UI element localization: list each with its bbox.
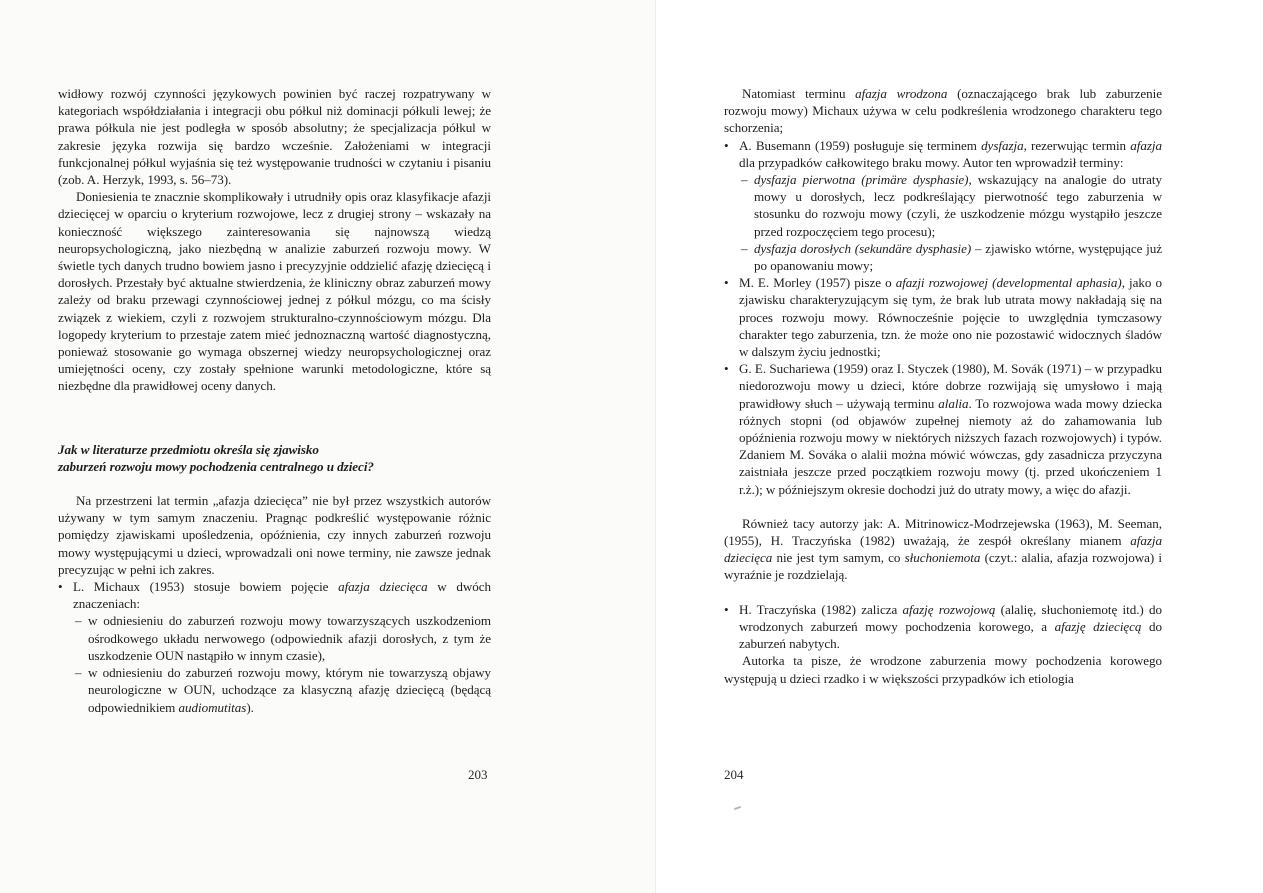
term-italic: dysfazja: [981, 137, 1024, 153]
right-bullet-list-2: [724, 601, 1162, 653]
right-paragraph-2: [724, 515, 1162, 584]
text-span: nie jest tym samym, co: [772, 550, 905, 566]
term-italic: audiomutitas: [178, 699, 247, 715]
right-text-column: [724, 85, 1162, 687]
text-span: Również tacy autorzy jak: A. Mitrinowicz-Modrzejewska (1963), M. Seeman, (1955), H. Traczyńska (1982) uważają, że zespół określany mianem: [724, 515, 1162, 549]
bullet-traczynska: [724, 601, 1162, 653]
text-span: ).: [246, 699, 254, 715]
right-page: [655, 0, 1263, 893]
text-span: G. E. Suchariewa (1959) oraz I. Styczek (1980), M. Sovák (1971) – w przypadku niedorozwoju mowy u dzieci, które dobrze rozwijają się umysłowo i mają prawidłowy słuch – używają terminu: [739, 361, 1162, 411]
bullet-suchariewa: [724, 360, 1162, 498]
bullet-michaux: [58, 578, 491, 716]
text-span: do zaburzeń nabytych.: [739, 618, 1162, 652]
text-span: – zjawisko wtórne, występujące już po opanowaniu mowy;: [754, 240, 1162, 274]
right-bullet-list: [724, 137, 1162, 498]
text-span: M. E. Morley (1957) pisze o: [739, 275, 896, 291]
term-italic: dysfazja dorosłych (sekundäre dysphasie): [754, 240, 972, 256]
text-span: . To rozwojowa wada mowy dziecka różnych stopni (od objawów zupełnej niemoty aż do zahamowania lub opóźnienia rozwoju mowy w niektórych niższych fazach rozwojowych) i typów. Zdaniem M. Sováka o alalii można mówić wówczas, gdy zasadnicza przyczyna zaistniała jeszcze przed początkiem rozwoju mowy (tj. przed ukończeniem 1 r.ż.); w późniejszym okresie dochodzi już do utraty mowy, a więc do afazji.: [739, 395, 1163, 497]
page-number-left: 203: [468, 767, 488, 782]
bullet-busemann: [724, 137, 1162, 275]
text-span: H. Traczyńska (1982) zalicza: [739, 601, 903, 617]
text-span: , jako o zjawisku charakteryzującym się tym, że brak lub utrata mowy nakładają się na proces rozwoju mowy. Równocześnie pojęcie to uwzględnia tymczasowy charakter tego zaburzenia, tzn. że może ono nie pozostawić widocznych śladów w dalszym życiu jednostki;: [739, 275, 1163, 360]
term-italic: afazję dziecięcą: [1054, 618, 1142, 634]
left-paragraph-1: widłowy rozwój czynności językowych powinien być raczej rozpatrywany w kategoriach współdziałania i integracji obu półkul niż dominacji półkuli lewej; że prawa półkula nie jest podległa w sposób absolutny; że specjalizacja półkul w zakresie języka rozwija się bardzo wcześnie. Założeniami w integracji funkcjonalnej półkul wyjaśnia się też występowanie trudności w czytaniu i pisaniu (zob. A. Herzyk, 1993, s. 56–73).: [58, 86, 491, 188]
right-paragraph-1: [724, 85, 1162, 137]
section-heading-line-1: Jak w literaturze przedmiotu określa się zjawisko: [58, 441, 319, 457]
dash-list: [739, 171, 1162, 274]
text-span: (alalię, słuchoniemotę itd.) do wrodzonych zaburzeń mowy pochodzenia korowego, a: [739, 601, 1163, 634]
term-italic: alalia: [938, 395, 969, 411]
text-span: w odniesieniu do zaburzeń rozwoju mowy, którym nie towarzyszą objawy neurologiczne w OUN, uchodzące za klasyczną afazję dziecięcą (będącą odpowiednikiem: [88, 665, 491, 715]
page-number-right: 204: [724, 767, 744, 782]
text-span: A. Busemann (1959) posługuje się terminem: [739, 137, 982, 153]
term-italic: afazja dziecięca: [724, 533, 1162, 566]
term-italic: afazji rozwojowej (developmental aphasia): [895, 275, 1122, 291]
left-paragraph-2: Doniesienia te znacznie skomplikowały i utrudniły opis oraz klasyfikacje afazji dziecięcej w oparciu o kryterium rozwojowe, lecz z drugiej strony – wskazały na konieczność większego zainteresowania się najnowszą wiedzą neuropsychologiczną, jako niezbędną w analizie zaburzeń rozwoju mowy. W świetle tych danych trudno bowiem jasno i precyzyjnie oddzielić afazję dziecięcą i dorosłych. Przestały być aktualne stwierdzenia, że kliniczny obraz zaburzeń mowy zależy od braku przewagi czynnościowej jednej z półkul mózgu, co ma ścisły związek z wiekiem, czyli z rozwojem strukturalno-czynnościowym mózgu. Dla logopedy kryterium to przestaje zatem mieć jednoznaczną wartość diagnostyczną, ponieważ stosowanie go wymaga obszernej wiedzy neuropsychologicznej oraz umiejętności oceny, czy zostały spełnione warunki metodologiczne, które są niezbędne dla prawidłowej oceny danych.: [58, 189, 491, 394]
section-heading-line-2: zaburzeń rozwoju mowy pochodzenia centralnego u dzieci?: [58, 458, 374, 474]
dash-item-1: – w odniesieniu do zaburzeń rozwoju mowy towarzyszących uszkodzeniom ośrodkowego układu nerwowego (odpowiednik afazji dorosłych, z tym że uszkodzenie OUN nastąpiło w innym czasie),: [73, 612, 491, 664]
term-italic: afazja wrodzona: [855, 86, 948, 101]
text-span: dla przypadków całkowitego braku mowy. Autor ten wprowadził terminy:: [739, 154, 1124, 170]
text-span: w dwóch znaczeniach:: [73, 579, 491, 612]
term-italic: afazja dziecięca: [338, 579, 428, 595]
scan-speck: [734, 806, 741, 810]
dash-item-2: [739, 240, 1162, 274]
text-span: (czyt.: alalia, afazja rozwojowa) i wyraźnie je rozdzielają.: [724, 550, 1162, 583]
left-text-column: [58, 85, 491, 716]
term-italic: afazja: [1130, 137, 1162, 153]
right-paragraph-3: Autorka ta pisze, że wrodzone zaburzenia mowy pochodzenia korowego występują u dzieci rzadko i w większości przypadków ich etiologia: [724, 653, 1162, 686]
text-span: Natomiast terminu: [742, 86, 856, 101]
bullet-morley: [724, 274, 1162, 360]
text-span: , rezerwując termin: [1023, 137, 1131, 153]
dash-item-1: [739, 171, 1162, 240]
text-span: L. Michaux (1953) stosuje bowiem pojęcie: [73, 579, 339, 595]
left-bullet-list: [58, 578, 491, 716]
dash-item-2: [73, 664, 491, 716]
text-span: (oznaczającego brak lub zaburzenie rozwoju mowy) Michaux używa w celu podkreślenia wrodzonego charakteru tego schorzenia;: [724, 86, 1162, 136]
text-span: , wskazujący na analogie do utraty mowy u dorosłych, lecz podkreślający pierwotność tego zaburzenia w stosunku do rozwoju mowy (czyli, że uszkodzenie mózgu wystąpiło jeszcze przed rozpoczęciem tego procesu);: [754, 172, 1162, 239]
dash-list: [73, 612, 491, 715]
term-italic: afazję rozwojową: [902, 601, 996, 617]
section-heading: [58, 441, 491, 475]
left-paragraph-3: Na przestrzeni lat termin „afazja dziecięca” nie był przez wszystkich autorów używany w tym samym znaczeniu. Pragnąc podkreślić występowanie różnic pomiędzy zjawiskami upośledzenia, opóźnienia, czy innych zaburzeń rozwoju mowy występującymi u dzieci, wprowadzali oni nowe terminy, nie zawsze jednak precyzując w pełni ich zakres.: [58, 493, 491, 577]
term-italic: dysfazja pierwotna (primäre dysphasie): [754, 172, 969, 188]
term-italic: słuchoniemota: [904, 550, 981, 566]
